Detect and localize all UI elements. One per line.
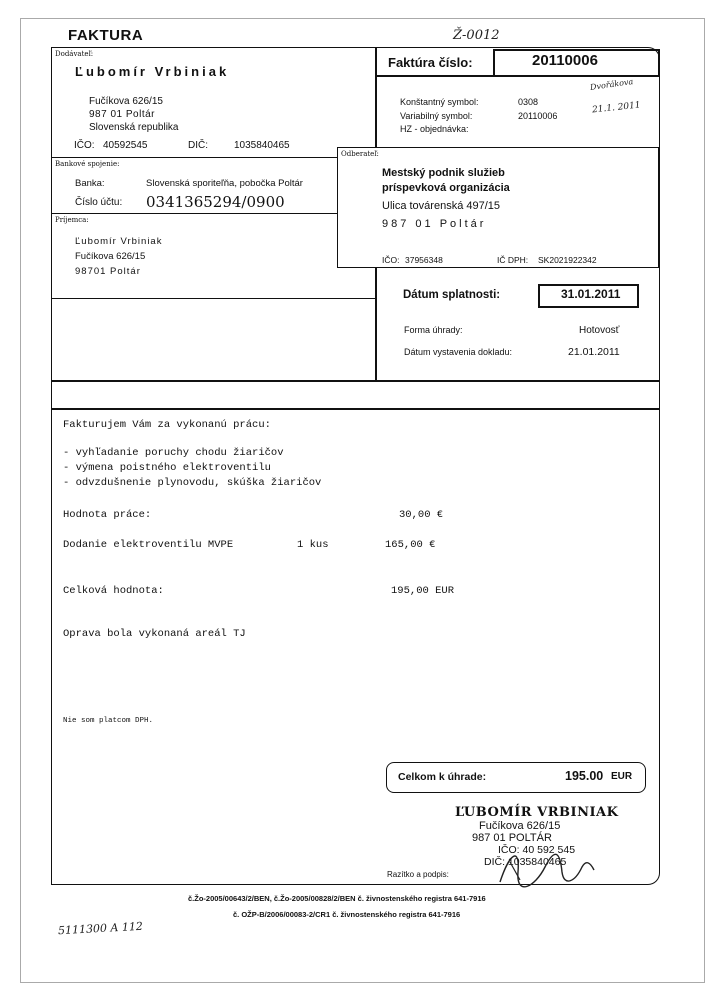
total-value-label: Celková hodnota: xyxy=(63,585,164,597)
recipient-section-label: Príjemca: xyxy=(55,216,89,224)
customer-icdph-label: IČ DPH: xyxy=(497,255,529,265)
work-note: Oprava bola vykonaná areál TJ xyxy=(63,628,246,640)
supplier-dic: 1035840465 xyxy=(234,140,290,151)
customer-icdph: SK2021922342 xyxy=(538,255,597,265)
account-label: Číslo účtu: xyxy=(75,197,123,208)
footer-line-1: č.Žo-2005/00643/2/BEN, č.Žo-2005/00828/2/BEN č. živnostenského registra 641-7916 xyxy=(188,894,486,903)
page-frame-top xyxy=(20,18,704,19)
supplier-ico-label: IČO: xyxy=(74,140,95,151)
body-item-3: - odvzdušnenie plynovodu, skúška žiaričov xyxy=(63,477,322,489)
divider-supplier-bank xyxy=(51,157,337,158)
recipient-name: Ľubomír Vrbiniak xyxy=(75,236,163,247)
payment-form-label: Forma úhrady: xyxy=(404,325,463,335)
handwritten-note-date: 21.1. 2011 xyxy=(591,100,642,116)
handwritten-reference: Ž-0012 xyxy=(453,28,500,43)
issue-date: 21.01.2011 xyxy=(568,346,620,358)
delivery-qty: 1 kus xyxy=(297,539,329,551)
bank-section-label: Bankové spojenie: xyxy=(55,160,120,168)
work-value: 30,00 € xyxy=(399,509,444,521)
supplier-ico: 40592545 xyxy=(103,140,148,151)
vat-note: Nie som platcom DPH. xyxy=(63,717,154,725)
account-number: 0341365294/0900 xyxy=(146,193,285,211)
recipient-street: Fučíkova 626/15 xyxy=(75,251,146,262)
customer-city: 987 01 Poltár xyxy=(382,218,487,230)
invoice-number-underline xyxy=(377,75,657,77)
customer-section-label: Odberateľ: xyxy=(341,150,379,158)
body-item-1: - vyhľadanie poruchy chodu žiaričov xyxy=(63,447,284,459)
footer-handwritten: 5111300 A 112 xyxy=(57,919,144,938)
page-frame-left xyxy=(20,18,21,983)
divider-vertical-top xyxy=(375,47,377,147)
supplier-section-label: Dodávateľ: xyxy=(55,50,94,58)
hz-order-label: HZ - objednávka: xyxy=(400,124,469,134)
total-value: 195,00 EUR xyxy=(391,585,455,597)
customer-name-1: Mestský podnik služieb xyxy=(382,167,505,179)
total-payable-label: Celkom k úhrade: xyxy=(398,771,487,783)
divider-bank-recipient xyxy=(51,213,337,214)
customer-ico: 37956348 xyxy=(405,255,443,265)
delivery-value: 165,00 € xyxy=(385,539,436,551)
delivery-label: Dodanie elektroventilu MVPE xyxy=(63,539,234,551)
due-date-label: Dátum splatnosti: xyxy=(403,289,501,301)
issue-date-label: Dátum vystavenia dokladu: xyxy=(404,347,513,357)
divider-recipient-bottom xyxy=(51,298,375,299)
customer-street: Ulica továrenská 497/15 xyxy=(382,200,501,212)
body-item-2: - výmena poistného elektroventilu xyxy=(63,462,271,474)
konst-symbol: 0308 xyxy=(518,97,539,107)
signature-scribble xyxy=(490,832,600,892)
invoice-number-label: Faktúra číslo: xyxy=(388,55,473,70)
supplier-street: Fučíkova 626/15 xyxy=(89,96,163,107)
divider-vertical-mid xyxy=(375,268,377,380)
total-payable-value: 195.00 xyxy=(565,769,604,783)
divider-header-body xyxy=(51,380,659,382)
page-frame-bottom xyxy=(20,982,704,983)
footer-line-2: č. OŽP-B/2006/00083-2/CR1 č. živnostenského registra 641-7916 xyxy=(233,910,461,919)
due-date: 31.01.2011 xyxy=(561,287,621,301)
invoice-number: 20110006 xyxy=(532,52,598,69)
bank-name: Slovenská sporiteľňa, pobočka Poltár xyxy=(146,178,303,189)
var-symbol-label: Variabilný symbol: xyxy=(400,111,473,121)
stamp-street: Fučíkova 626/15 xyxy=(479,820,561,832)
stamp-city: 987 01 POLTÁR xyxy=(472,832,552,844)
total-payable-currency: EUR xyxy=(611,771,633,782)
konst-symbol-label: Konštantný symbol: xyxy=(400,97,479,107)
customer-name-2: príspevková organizácia xyxy=(382,182,510,194)
stamp-dic: DIČ: 1035840465 xyxy=(484,856,567,868)
recipient-city: 98701 Poltár xyxy=(75,266,141,277)
signature-label: Razítko a podpis: xyxy=(387,870,449,879)
handwritten-note-name: Dvořákova xyxy=(589,77,634,92)
supplier-city: 987 01 Poltár xyxy=(89,109,155,120)
supplier-country: Slovenská republika xyxy=(89,122,179,133)
bank-label: Banka: xyxy=(75,178,105,189)
supplier-dic-label: DIČ: xyxy=(188,140,208,151)
stamp-ico: IČO: 40 592 545 xyxy=(498,844,576,856)
body-intro: Fakturujem Vám za vykonanú prácu: xyxy=(63,419,271,431)
var-symbol: 20110006 xyxy=(518,111,558,121)
page-title: FAKTURA xyxy=(68,27,144,44)
work-value-label: Hodnota práce: xyxy=(63,509,152,521)
page-frame-right xyxy=(704,18,705,983)
supplier-name: Ľubomír Vrbiniak xyxy=(75,64,230,79)
divider-body-top xyxy=(51,408,659,410)
payment-form: Hotovosť xyxy=(579,325,620,336)
customer-ico-label: IČO: xyxy=(382,255,400,265)
stamp-name: ĽUBOMÍR VRBINIAK xyxy=(455,805,619,820)
